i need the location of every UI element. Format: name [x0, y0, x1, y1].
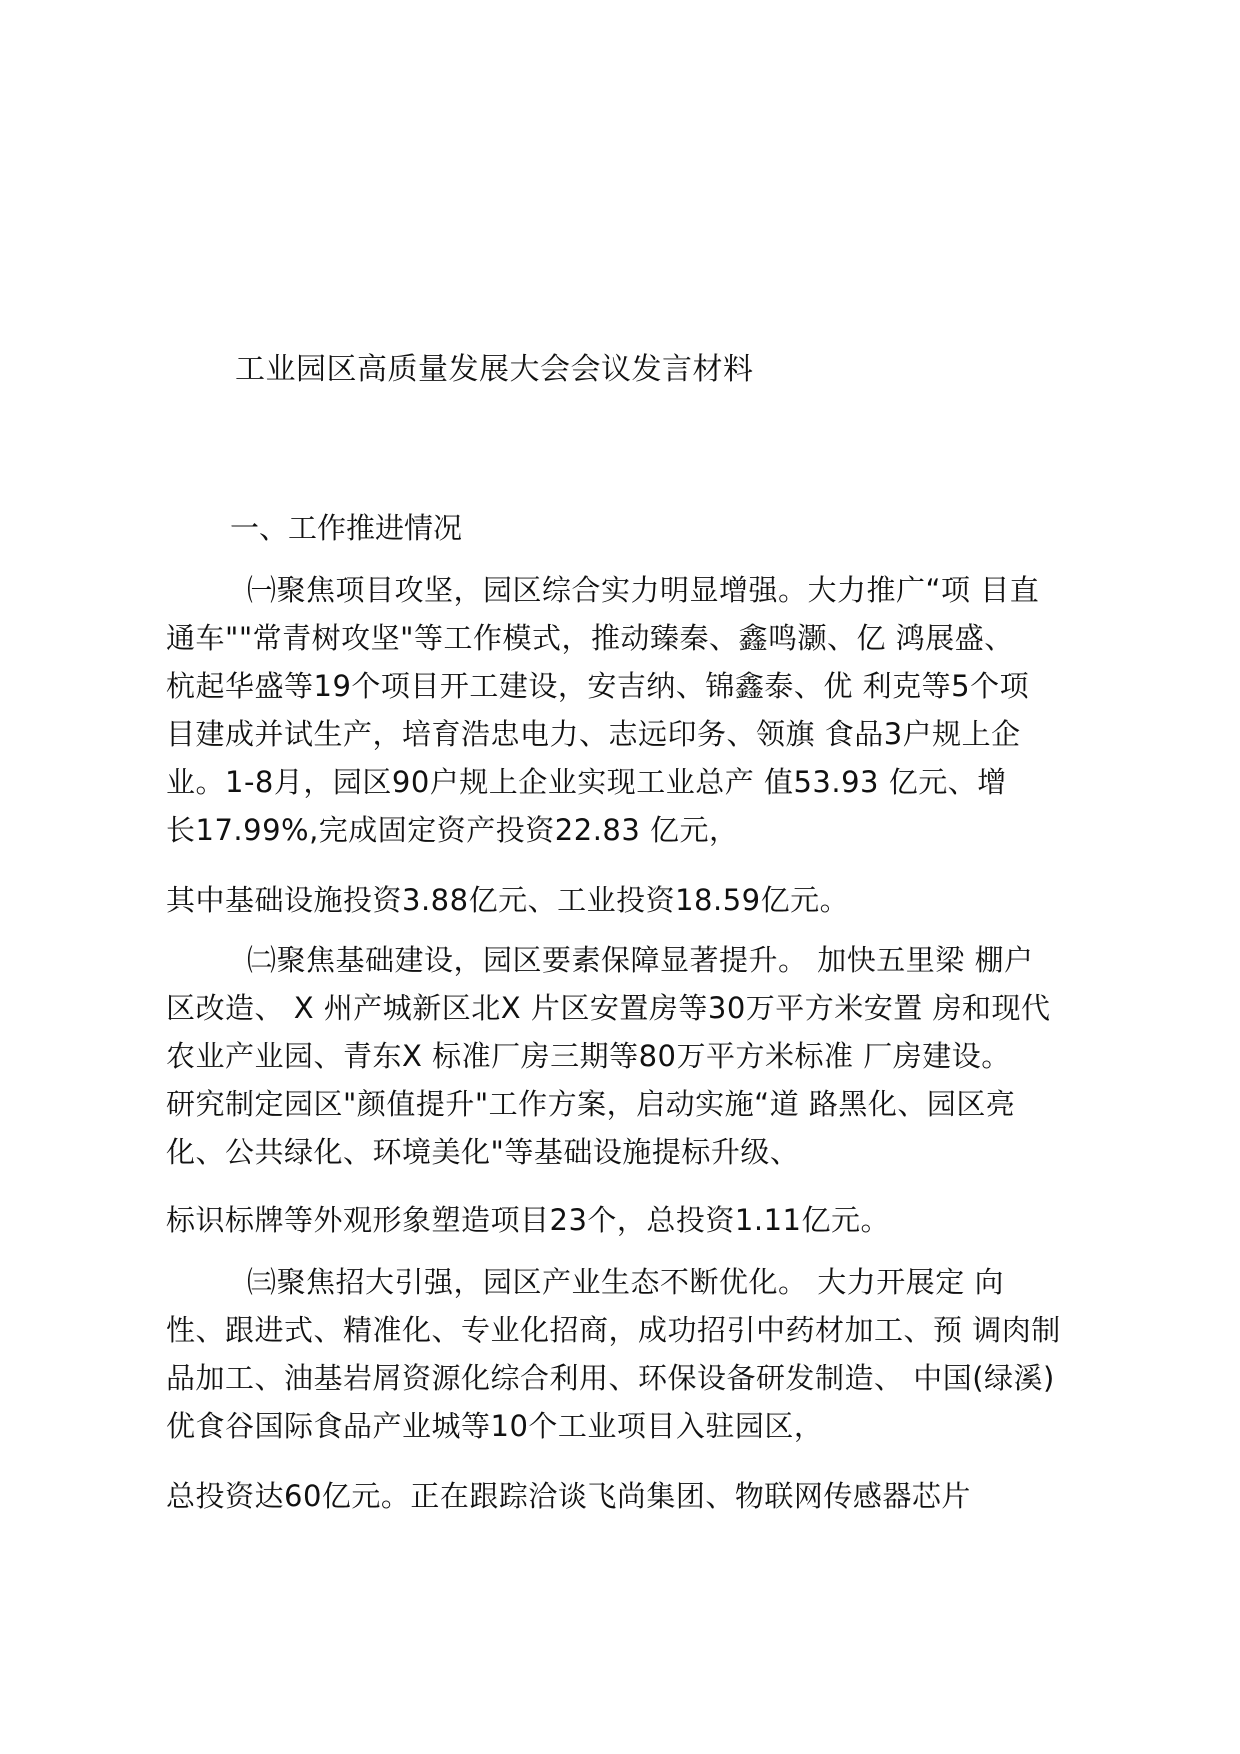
paragraph-line: 区改造、 X 州产城新区北X 片区安置房等30万平方米安置 房和现代 [166, 991, 1051, 1025]
paragraph-line: 总投资达60亿元。正在跟踪洽谈飞尚集团、物联网传感器芯片 [166, 1479, 971, 1513]
paragraph-line: ㈡聚焦基础建设，园区要素保障显著提升。 加快五里梁 棚户 [247, 943, 1034, 977]
paragraph-line: ㈠聚焦项目攻坚，园区综合实力明显增强。大力推广“项 目直 [247, 573, 1040, 607]
paragraph-line: 化、公共绿化、环境美化"等基础设施提标升级、 [166, 1135, 800, 1169]
paragraph-line: ㈢聚焦招大引强，园区产业生态不断优化。 大力开展定 向 [247, 1265, 1004, 1299]
paragraph-line: 性、跟进式、精准化、专业化招商，成功招引中药材加工、预 调肉制 [166, 1313, 1061, 1347]
paragraph-line: 研究制定园区"颜值提升"工作方案，启动实施“道 路黑化、园区亮 [166, 1087, 1016, 1121]
document-title: 工业园区高质量发展大会会议发言材料 [235, 352, 754, 387]
paragraph-line: 其中基础设施投资3.88亿元、工业投资18.59亿元。 [166, 883, 850, 917]
paragraph-line: 杭起华盛等19个项目开工建设，安吉纳、锦鑫泰、优 利克等5个项 [166, 669, 1030, 703]
paragraph-line: 品加工、油基岩屑资源化综合利用、环保设备研发制造、 中国(绿溪) [166, 1361, 1055, 1395]
paragraph-line: 目建成并试生产，培育浩忠电力、志远印务、领旗 食品3户规上企 [166, 717, 1021, 751]
paragraph-line: 通车""常青树攻坚"等工作模式，推动臻秦、鑫鸣灏、亿 鸿展盛、 [166, 621, 1014, 655]
section-heading: 一、工作推进情况 [230, 511, 463, 545]
paragraph-line: 标识标牌等外观形象塑造项目23个，总投资1.11亿元。 [166, 1203, 890, 1237]
paragraph-line: 业。1-8月，园区90户规上企业实现工业总产 值53.93 亿元、增 [166, 765, 1007, 799]
paragraph-line: 农业产业园、青东X 标准厂房三期等80万平方米标准 厂房建设。 [166, 1039, 1011, 1073]
paragraph-line: 优食谷国际食品产业城等10个工业项目入驻园区， [166, 1409, 824, 1443]
paragraph-line: 长17.99%,完成固定资产投资22.83 亿元， [166, 813, 739, 847]
